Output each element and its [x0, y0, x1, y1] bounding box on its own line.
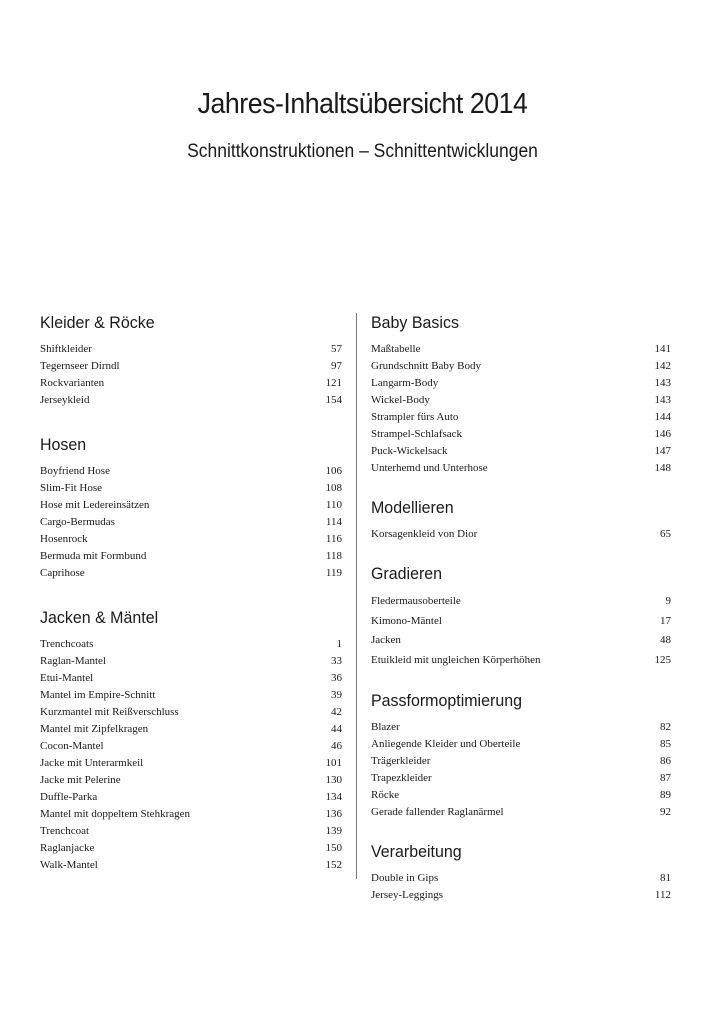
toc-entry	[371, 770, 671, 787]
left-column	[40, 312, 342, 874]
entry-page-number: 92	[660, 806, 671, 818]
toc-entry	[371, 612, 671, 632]
toc-entry	[40, 392, 342, 409]
section-kleider-roecke	[40, 312, 342, 409]
entry-title: Trenchcoat	[40, 825, 90, 837]
toc-entry	[40, 738, 342, 755]
toc-entry	[40, 772, 342, 789]
toc-entry	[371, 753, 671, 770]
section-hosen	[40, 434, 342, 582]
toc-entry	[371, 736, 671, 753]
entry-page-number: 81	[660, 872, 671, 884]
entry-page-number: 146	[654, 428, 671, 440]
section-heading: Passformoptimierung	[371, 691, 522, 710]
entry-title: Hose mit Ledereinsätzen	[40, 499, 150, 511]
entry-page-number: 141	[654, 343, 671, 355]
entry-page-number: 143	[654, 394, 671, 406]
entry-title: Jacken	[371, 634, 401, 646]
toc-entry	[371, 409, 671, 426]
entry-page-number: 97	[331, 360, 342, 372]
section-heading: Baby Basics	[371, 313, 459, 332]
toc-entry	[40, 480, 342, 497]
entry-page-number: 85	[660, 738, 671, 750]
entry-title: Strampel-Schlafsack	[371, 428, 463, 440]
entry-page-number: 116	[325, 533, 342, 545]
section-heading: Verarbeitung	[371, 842, 462, 861]
entry-title: Jerseykleid	[40, 394, 90, 406]
section-spacer	[371, 670, 671, 690]
entry-page-number: 150	[325, 842, 342, 854]
entry-title: Etuikleid mit ungleichen Körperhöhen	[371, 653, 541, 666]
entry-page-number: 42	[331, 706, 342, 718]
section-modellieren	[371, 497, 671, 543]
toc-entry	[371, 787, 671, 804]
section-passformoptimierung	[371, 690, 671, 821]
entry-page-number: 89	[660, 789, 671, 801]
toc-entry	[40, 823, 342, 840]
entry-page-number: 112	[654, 889, 671, 901]
entry-title: Cargo-Bermudas	[40, 516, 115, 528]
toc-entry	[40, 755, 342, 772]
entry-page-number: 1	[336, 638, 342, 650]
toc-entry	[40, 463, 342, 480]
entry-title: Unterhemd und Unterhose	[371, 462, 488, 474]
entry-page-number: 33	[331, 655, 342, 667]
toc-entry	[40, 687, 342, 704]
toc-entry	[40, 670, 342, 687]
entry-page-number: 106	[325, 465, 342, 477]
entry-page-number: 48	[660, 634, 671, 646]
section-verarbeitung	[371, 841, 671, 904]
toc-entry	[40, 721, 342, 738]
entry-page-number: 39	[331, 689, 342, 701]
entry-title: Gerade fallender Raglanärmel	[371, 806, 504, 818]
section-heading: Jacken & Mäntel	[40, 608, 159, 627]
entry-page-number: 57	[331, 343, 342, 355]
entry-page-number: 9	[665, 595, 671, 607]
entry-title: Etui-Mantel	[40, 672, 94, 684]
section-spacer	[40, 409, 342, 434]
entry-title: Slim-Fit Hose	[40, 482, 103, 494]
toc-entry	[371, 358, 671, 375]
entry-title: Walk-Mantel	[40, 859, 98, 871]
toc-entry	[40, 806, 342, 823]
toc-entry	[40, 636, 342, 653]
toc-entry	[40, 857, 342, 874]
entry-title: Raglan-Mantel	[40, 655, 106, 667]
entry-title: Caprihose	[40, 567, 85, 579]
entry-title: Shiftkleider	[40, 343, 92, 355]
entry-page-number: 134	[325, 791, 342, 803]
entry-title: Duffle-Parka	[40, 791, 98, 803]
entry-page-number: 110	[325, 499, 342, 511]
toc-entry	[40, 497, 342, 514]
section-heading: Hosen	[40, 435, 87, 454]
toc-entry	[40, 548, 342, 565]
entry-title: Röcke	[371, 789, 400, 801]
entry-page-number: 154	[325, 394, 342, 406]
toc-entry	[371, 804, 671, 821]
entry-title: Rockvarianten	[40, 377, 105, 389]
entry-page-number: 17	[660, 614, 671, 627]
toc-entry	[371, 526, 671, 543]
toc-entry	[371, 719, 671, 736]
section-heading: Kleider & Röcke	[40, 313, 155, 332]
entry-page-number: 136	[325, 808, 342, 820]
entry-page-number: 114	[325, 516, 342, 528]
entry-title: Langarm-Body	[371, 377, 439, 389]
section-heading: Modellieren	[371, 498, 454, 517]
toc-entry	[371, 870, 671, 887]
toc-entry	[40, 565, 342, 582]
entry-title: Jacke mit Pelerine	[40, 774, 121, 786]
entry-title: Boyfriend Hose	[40, 465, 110, 477]
entry-page-number: 46	[331, 740, 342, 752]
entry-title: Trenchcoats	[40, 638, 94, 650]
section-baby-basics	[371, 312, 671, 477]
entry-title: Raglanjacke	[40, 842, 95, 854]
section-jacken-maentel	[40, 607, 342, 874]
entry-page-number: 65	[660, 528, 671, 540]
entry-page-number: 44	[331, 723, 342, 735]
entry-title: Korsagenkleid von Dior	[371, 528, 478, 540]
entry-title: Maßtabelle	[371, 343, 421, 355]
section-spacer	[371, 477, 671, 497]
entry-title: Blazer	[371, 721, 400, 733]
section-heading: Gradieren	[371, 564, 443, 583]
entry-title: Grundschnitt Baby Body	[371, 360, 481, 372]
entry-page-number: 139	[325, 825, 342, 837]
entry-title: Hosenrock	[40, 533, 88, 545]
entry-title: Mantel mit doppeltem Stehkragen	[40, 808, 190, 820]
entry-page-number: 108	[325, 482, 342, 494]
toc-entry	[40, 653, 342, 670]
section-spacer	[371, 543, 671, 563]
entry-page-number: 125	[654, 653, 671, 666]
entry-title: Tegernseer Dirndl	[40, 360, 120, 372]
entry-title: Anliegende Kleider und Oberteile	[371, 738, 521, 750]
entry-page-number: 87	[660, 772, 671, 784]
entry-page-number: 119	[325, 567, 342, 579]
entry-title: Fledermausoberteile	[371, 595, 461, 607]
entry-title: Jacke mit Unterarmkeil	[40, 757, 144, 769]
toc-entry	[40, 531, 342, 548]
entry-title: Kimono-Mäntel	[371, 614, 442, 627]
entry-page-number: 142	[654, 360, 671, 372]
toc-entry	[40, 358, 342, 375]
entry-title: Strampler fürs Auto	[371, 411, 459, 423]
toc-entry	[40, 704, 342, 721]
entry-page-number: 147	[654, 445, 671, 457]
entry-page-number: 118	[325, 550, 342, 562]
entry-title: Double in Gips	[371, 872, 439, 884]
entry-title: Bermuda mit Formbund	[40, 550, 147, 562]
entry-title: Puck-Wickelsack	[371, 445, 448, 457]
toc-entry	[371, 887, 671, 904]
section-gradieren	[371, 563, 671, 670]
entry-title: Trägerkleider	[371, 755, 431, 767]
section-spacer	[371, 821, 671, 841]
entry-page-number: 82	[660, 721, 671, 733]
toc-entry	[40, 341, 342, 358]
page-title: Jahres-Inhaltsübersicht 2014	[197, 88, 528, 120]
toc-entry	[371, 392, 671, 409]
entry-title: Mantel mit Zipfelkragen	[40, 723, 149, 735]
entry-title: Mantel im Empire-Schnitt	[40, 689, 156, 701]
column-divider	[356, 313, 357, 879]
entry-page-number: 144	[654, 411, 671, 423]
entry-title: Trapezkleider	[371, 772, 432, 784]
entry-page-number: 121	[325, 377, 342, 389]
entry-title: Wickel-Body	[371, 394, 430, 406]
toc-entry	[40, 840, 342, 857]
right-column	[371, 312, 671, 904]
toc-entry	[371, 341, 671, 358]
entry-page-number: 86	[660, 755, 671, 767]
section-spacer	[40, 582, 342, 607]
entry-page-number: 152	[325, 859, 342, 871]
toc-entry	[40, 789, 342, 806]
entry-page-number: 143	[654, 377, 671, 389]
entry-page-number: 101	[325, 757, 342, 769]
entry-page-number: 148	[654, 462, 671, 474]
page-subtitle: Schnittkonstruktionen – Schnittentwicklungen	[187, 141, 538, 162]
toc-entry	[40, 375, 342, 392]
entry-title: Jersey-Leggings	[371, 889, 444, 901]
entry-title: Cocon-Mantel	[40, 740, 104, 752]
toc-entry	[371, 651, 671, 671]
entry-page-number: 130	[325, 774, 342, 786]
toc-entry	[371, 426, 671, 443]
entry-page-number: 36	[331, 672, 342, 684]
toc-entry	[371, 443, 671, 460]
toc-entry	[371, 375, 671, 392]
toc-entry	[371, 460, 671, 477]
toc-entry	[371, 592, 671, 612]
toc-entry	[40, 514, 342, 531]
toc-entry	[371, 631, 671, 651]
entry-title: Kurzmantel mit Reißverschluss	[40, 706, 179, 718]
